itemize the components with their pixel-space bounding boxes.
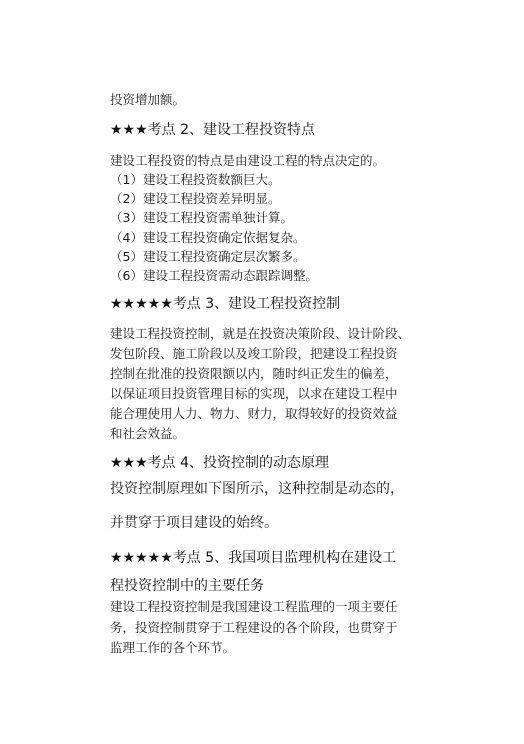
section-2-item-6: （6）建设工程投资需动态跟踪调整。 (110, 268, 318, 283)
section-2-item-3: （3）建设工程投资需单独计算。 (110, 210, 293, 225)
section-2-item-5: （5）建设工程投资确定层次繁多。 (110, 249, 306, 264)
section-3-line-4: 以保证项目投资管理目标的实现，以求在建设工程中 (110, 386, 398, 401)
section-4-line-2: 并贯穿于项目建设的始终。 (110, 515, 278, 531)
section-3-line-2: 发包阶段、施工阶段以及竣工阶段，把建设工程投资 (110, 346, 398, 361)
section-4-line-1: 投资控制原理如下图所示，这种控制是动态的， (110, 481, 404, 497)
section-3-line-5: 能合理使用人力、物力、财力，取得较好的投资效益 (110, 406, 398, 421)
section-5-heading-line-2: 程投资控制中的主要任务 (110, 578, 264, 594)
section-2-intro: 建设工程投资的特点是由建设工程的特点决定的。 (110, 153, 386, 168)
section-5-line-3: 监理工作的各个环节。 (110, 640, 236, 655)
section-2-heading: ★★★考点 2、建设工程投资特点 (110, 122, 316, 138)
section-3-heading: ★★★★★考点 3、建设工程投资控制 (110, 296, 341, 312)
section-4-heading: ★★★考点 4、投资控制的动态原理 (110, 455, 330, 471)
section-2-item-4: （4）建设工程投资确定依据复杂。 (110, 230, 306, 245)
section-5-line-1: 建设工程投资控制是我国建设工程监理的一项主要任 (110, 599, 398, 614)
intro-line: 投资增加额。 (110, 92, 186, 107)
section-3-line-1: 建设工程投资控制，就是在投资决策阶段、设计阶段、 (110, 326, 411, 341)
section-5-heading-line-1: ★★★★★考点 5、我国项目监理机构在建设工 (110, 550, 397, 566)
section-3-line-3: 控制在批准的投资限额以内，随时纠正发生的偏差， (110, 366, 398, 381)
section-3-line-6: 和社会效益。 (110, 426, 186, 441)
section-2-item-1: （1）建设工程投资数额巨大。 (110, 172, 281, 187)
section-5-line-2: 务，投资控制贯穿于工程建设的各个阶段，也贯穿于 (110, 620, 398, 635)
section-2-item-2: （2）建设工程投资差异明显。 (110, 191, 281, 206)
